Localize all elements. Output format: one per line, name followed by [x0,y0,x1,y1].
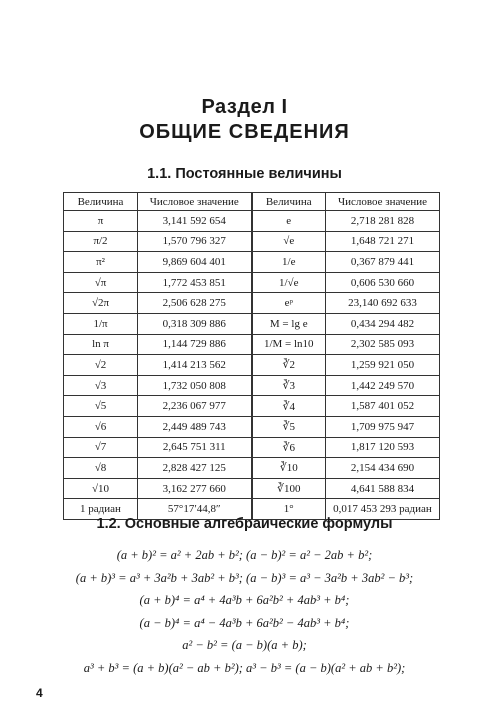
value-cell: 1,732 050 808 [138,375,252,396]
formula-list [0,544,489,679]
quantity-cell: π² [64,252,138,273]
value-cell: 0,434 294 482 [326,313,440,334]
value-cell: 0,606 530 660 [326,272,440,293]
formula-line: (a + b)³ = a³ + 3a²b + 3ab² + b³; (a − b)³ = a³ − 3a²b + 3ab² − b³; [75,570,414,585]
quantity-cell: 1/e [252,252,326,273]
quantity-cell: ∛3 [252,375,326,396]
quantity-cell: √e [252,231,326,252]
quantity-cell: eᵖ [252,293,326,314]
value-cell: 1,414 213 562 [138,355,252,376]
value-cell: 3,162 277 660 [138,478,252,499]
quantity-cell: ∛5 [252,416,326,437]
value-cell: 2,302 585 093 [326,334,440,355]
value-cell: 1,587 401 052 [326,396,440,417]
quantity-cell: ∛2 [252,355,326,376]
quantity-cell: √3 [64,375,138,396]
table-row [64,375,440,396]
value-cell: 2,645 751 311 [138,437,252,458]
table-row [64,396,440,417]
section-label: Раздел I [201,96,288,118]
header-value-1: Числовое значение [138,193,252,211]
value-cell: 0,017 453 293 радиан [326,499,440,520]
value-cell: 1,817 120 593 [326,437,440,458]
value-cell: 2,449 489 743 [138,416,252,437]
header-quantity-2: Величина [252,193,326,211]
table-header-row [64,193,440,211]
quantity-cell: 1° [252,499,326,520]
value-cell: 2,718 281 828 [326,211,440,232]
quantity-cell: √6 [64,416,138,437]
formula-line: (a + b)⁴ = a⁴ + 4a³b + 6a²b² + 4ab³ + b⁴; [139,593,350,607]
formula-line: (a + b)² = a² + 2ab + b²; (a − b)² = a² − 2ab + b²; [116,548,373,562]
value-cell: 23,140 692 633 [326,293,440,314]
value-cell: 4,641 588 834 [326,478,440,499]
table-row [64,334,440,355]
quantity-cell: √π [64,272,138,293]
table-row [64,211,440,232]
table-row [64,293,440,314]
quantity-cell: ∛100 [252,478,326,499]
table-row [64,355,440,376]
quantity-cell: ∛4 [252,396,326,417]
header-value-2: Числовое значение [326,193,440,211]
table-row [64,231,440,252]
subsection-title-constants: 1.1. Постоянные величины [147,166,342,182]
table-row [64,416,440,437]
value-cell: 3,141 592 654 [138,211,252,232]
subsection-title-formulas: 1.2. Основные алгебраические формулы [96,516,393,532]
constants-table [63,192,440,520]
table-row [64,478,440,499]
quantity-cell: √8 [64,458,138,479]
quantity-cell: ∛6 [252,437,326,458]
value-cell: 9,869 604 401 [138,252,252,273]
quantity-cell: ln π [64,334,138,355]
value-cell: 2,828 427 125 [138,458,252,479]
value-cell: 1,709 975 947 [326,416,440,437]
value-cell: 1,442 249 570 [326,375,440,396]
quantity-cell: π/2 [64,231,138,252]
quantity-cell: 1/√e [252,272,326,293]
section-title: ОБЩИЕ СВЕДЕНИЯ [139,121,350,143]
value-cell: 2,154 434 690 [326,458,440,479]
quantity-cell: ∛10 [252,458,326,479]
value-cell: 1,772 453 851 [138,272,252,293]
quantity-cell: 1/M = ln10 [252,334,326,355]
table-row [64,437,440,458]
page-number: 4 [36,686,43,700]
quantity-cell: 1/π [64,313,138,334]
quantity-cell: √7 [64,437,138,458]
quantity-cell: 1 радиан [64,499,138,520]
quantity-cell: M = lg e [252,313,326,334]
value-cell: 1,648 721 271 [326,231,440,252]
value-cell: 2,236 067 977 [138,396,252,417]
quantity-cell: √2 [64,355,138,376]
formula-line: a² − b² = (a − b)(a + b); [182,638,307,652]
value-cell: 1,259 921 050 [326,355,440,376]
formula-line: (a − b)⁴ = a⁴ − 4a³b + 6a²b² − 4ab³ + b⁴; [139,615,350,630]
table-row [64,252,440,273]
value-cell: 0,318 309 886 [138,313,252,334]
formula-line: a³ + b³ = (a + b)(a² − ab + b²); a³ − b³ = (a − b)(a² + ab + b²); [83,660,406,675]
header-quantity-1: Величина [64,193,138,211]
table-body [64,211,440,520]
table-row [64,313,440,334]
quantity-cell: √2π [64,293,138,314]
value-cell: 1,144 729 886 [138,334,252,355]
quantity-cell: √5 [64,396,138,417]
quantity-cell: π [64,211,138,232]
quantity-cell: e [252,211,326,232]
table-row [64,458,440,479]
table-row [64,272,440,293]
value-cell: 0,367 879 441 [326,252,440,273]
value-cell: 2,506 628 275 [138,293,252,314]
value-cell: 1,570 796 327 [138,231,252,252]
quantity-cell: √10 [64,478,138,499]
value-cell: 57°17′44,8″ [138,499,252,520]
